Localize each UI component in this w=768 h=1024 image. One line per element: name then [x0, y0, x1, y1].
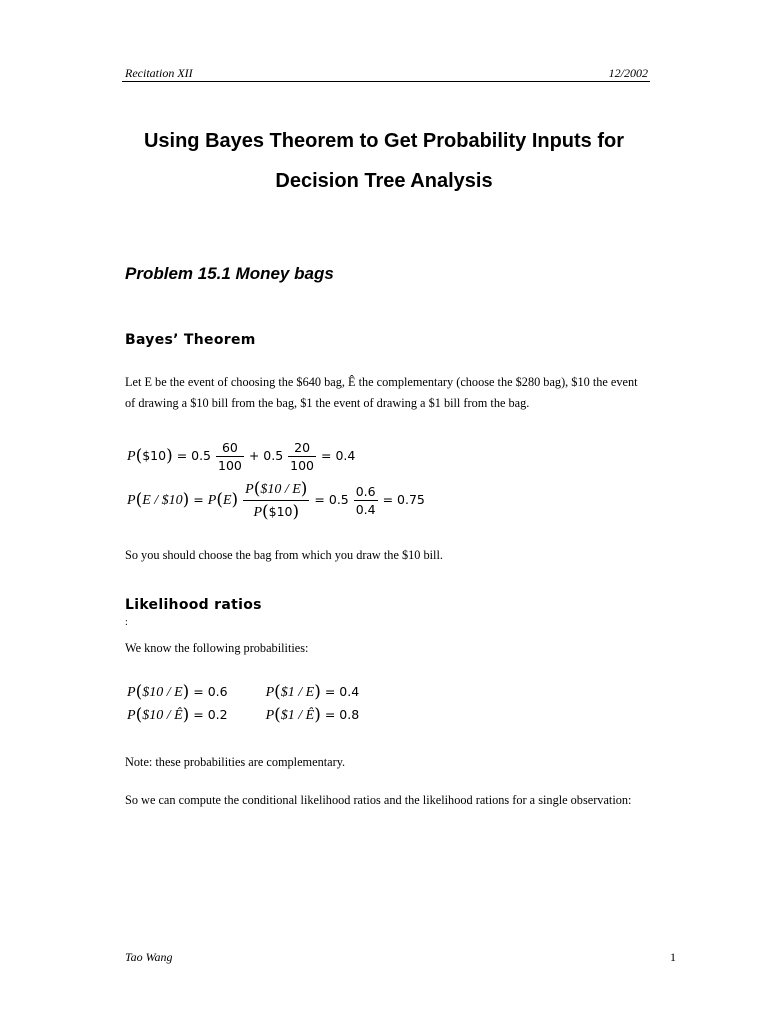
fraction: $\frac{0.6}{0.4}$ — [355, 484, 376, 517]
footer-page-number: 1 — [670, 950, 676, 964]
title-line-2: Decision Tree Analysis — [275, 170, 493, 192]
footer-author: Tao Wang — [125, 950, 173, 964]
likelihood-colon: : — [125, 617, 128, 628]
header-left: Recitation XII — [125, 66, 193, 80]
probabilities-row-1: P($10 / E) = 0.6 P($1 / E) = 0.4 — [127, 682, 360, 702]
bayes-conclusion: So you should choose the bag from which you draw the $10 bill. — [125, 548, 443, 562]
likelihood-note: Note: these probabilities are complementary. — [125, 755, 346, 769]
header-rule — [122, 81, 650, 82]
running-header — [125, 66, 648, 82]
likelihood-followup: So we can compute the conditional likelihood ratios and the likelihood rations for a single observation: — [125, 793, 632, 807]
bayes-heading: Bayes’ Theorem — [125, 332, 256, 348]
equation-prob-10: P($10) = 0.5 $\frac{60}{100}$ + 0.5 $\frac{20}{100}$ = 0.4 — [127, 440, 356, 473]
fraction: $\frac{60}{100}$ — [218, 440, 242, 473]
likelihood-intro: We know the following probabilities: — [125, 641, 309, 655]
header-right: 12/2002 — [608, 66, 648, 80]
bayes-intro: Let E be the event of choosing the $640 bag, Ê the complementary (choose the $280 bag), $10 the event of drawing a $10 bill from the bag, $1 the event of drawing a $1 bill from the bag. — [125, 375, 638, 410]
title-line-1: Using Bayes Theorem to Get Probability Inputs for — [143, 130, 625, 152]
fraction: $\frac{P(\$10 / E)}{P(\$10)}$ — [245, 479, 308, 522]
problem-heading: Problem 15.1 Money bags — [125, 264, 334, 283]
equation-posterior: P(E / $10) = P(E) $\frac{P(\$10 / E)}{P(\$10)}$ = 0.5 $\frac{0.6}{0.4}$ = 0.75 — [127, 479, 425, 522]
probabilities-row-2: P($10 / Ê) = 0.2 P($1 / Ê) = 0.8 — [127, 705, 360, 725]
likelihood-heading: Likelihood ratios — [125, 597, 262, 613]
fraction: $\frac{20}{100}$ — [290, 440, 315, 473]
